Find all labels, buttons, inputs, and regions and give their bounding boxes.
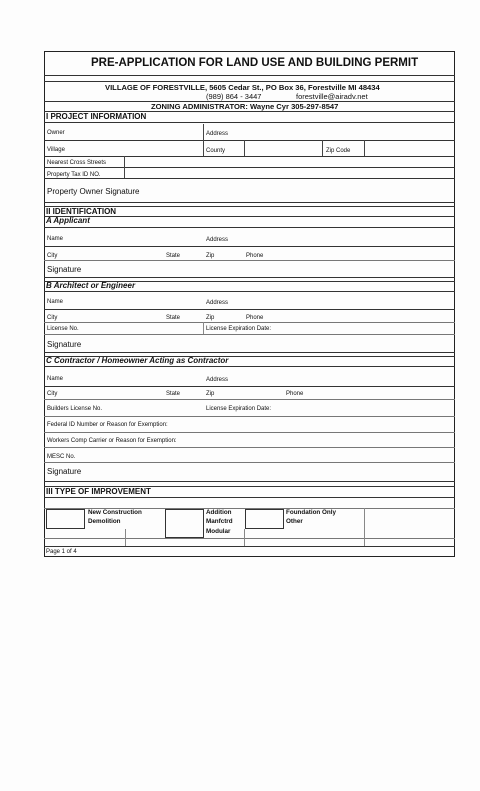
- property-owner-signature-label: Property Owner Signature: [47, 187, 140, 196]
- modular-label: Modular: [206, 528, 231, 535]
- cross-streets-label: Nearest Cross Streets: [47, 160, 107, 166]
- zoning-administrator: ZONING ADMINISTRATOR: Wayne Cyr 305-297-8547: [151, 102, 339, 111]
- applicant-state-label: State: [166, 253, 181, 259]
- contractor-signature-label: Signature: [47, 467, 82, 476]
- contractor-address-label: Address: [206, 377, 229, 383]
- applicant-signature-label: Signature: [47, 265, 82, 274]
- architect-zip-label: Zip: [206, 315, 215, 321]
- builders-license-label: Builders License No.: [47, 406, 103, 412]
- foundation-other-checkbox[interactable]: [245, 509, 284, 529]
- architect-name-label: Name: [47, 299, 64, 305]
- addition-label: Addition: [206, 509, 232, 516]
- village-label: Village: [47, 147, 65, 153]
- architect-signature-label: Signature: [47, 340, 82, 349]
- architect-state-label: State: [166, 315, 181, 321]
- owner-label: Owner: [47, 130, 65, 136]
- applicant-name-label: Name: [47, 236, 64, 242]
- architect-city-label: City: [47, 315, 58, 321]
- addition-manfctrd-modular-checkbox[interactable]: [165, 509, 204, 538]
- village-phone: (989) 864 - 3447: [206, 92, 262, 101]
- new-construction-demolition-checkbox[interactable]: [46, 509, 85, 529]
- applicant-heading: A Applicant: [46, 216, 90, 225]
- other-label: Other: [286, 518, 303, 525]
- architect-license-label: License No.: [47, 326, 79, 332]
- contractor-heading: C Contractor / Homeowner Acting as Contractor: [46, 356, 229, 365]
- architect-address-label: Address: [206, 300, 229, 306]
- contractor-state-label: State: [166, 391, 181, 397]
- applicant-zip-label: Zip: [206, 253, 215, 259]
- new-construction-label: New Construction: [88, 509, 142, 516]
- contractor-license-exp-label: License Expiration Date:: [206, 406, 272, 412]
- manfctrd-label: Manfctrd: [206, 518, 233, 525]
- section-identification: II IDENTIFICATION: [46, 207, 117, 216]
- owner-address-label: Address: [206, 131, 229, 137]
- form-title: PRE-APPLICATION FOR LAND USE AND BUILDING PERMIT: [91, 57, 419, 69]
- village-address: VILLAGE OF FORESTVILLE, 5605 Cedar St., PO Box 36, Forestville MI 48434: [105, 83, 380, 92]
- demolition-label: Demolition: [88, 518, 121, 525]
- architect-license-exp-label: License Expiration Date:: [206, 326, 272, 332]
- workers-comp-label: Workers Comp Carrier or Reason for Exemption:: [47, 438, 177, 444]
- architect-heading: B Architect or Engineer: [46, 281, 136, 290]
- contractor-city-label: City: [47, 391, 58, 397]
- zip-code-label: Zip Code: [326, 148, 351, 154]
- section-type-of-improvement: III TYPE OF IMPROVEMENT: [46, 487, 151, 496]
- page-number: Page 1 of 4: [46, 549, 77, 555]
- section-project-information: I PROJECT INFORMATION: [46, 112, 147, 121]
- architect-phone-label: Phone: [246, 315, 264, 321]
- contractor-name-label: Name: [47, 376, 64, 382]
- federal-id-label: Federal ID Number or Reason for Exemption:: [47, 422, 168, 428]
- contractor-phone-label: Phone: [286, 391, 304, 397]
- county-label: County: [206, 148, 226, 154]
- applicant-city-label: City: [47, 253, 58, 259]
- applicant-phone-label: Phone: [246, 253, 264, 259]
- contractor-zip-label: Zip: [206, 391, 215, 397]
- applicant-address-label: Address: [206, 237, 229, 243]
- foundation-only-label: Foundation Only: [286, 509, 337, 516]
- village-email: forestville@airadv.net: [296, 92, 368, 101]
- mesc-label: MESC No.: [47, 454, 76, 460]
- tax-id-label: Property Tax ID NO.: [47, 172, 101, 178]
